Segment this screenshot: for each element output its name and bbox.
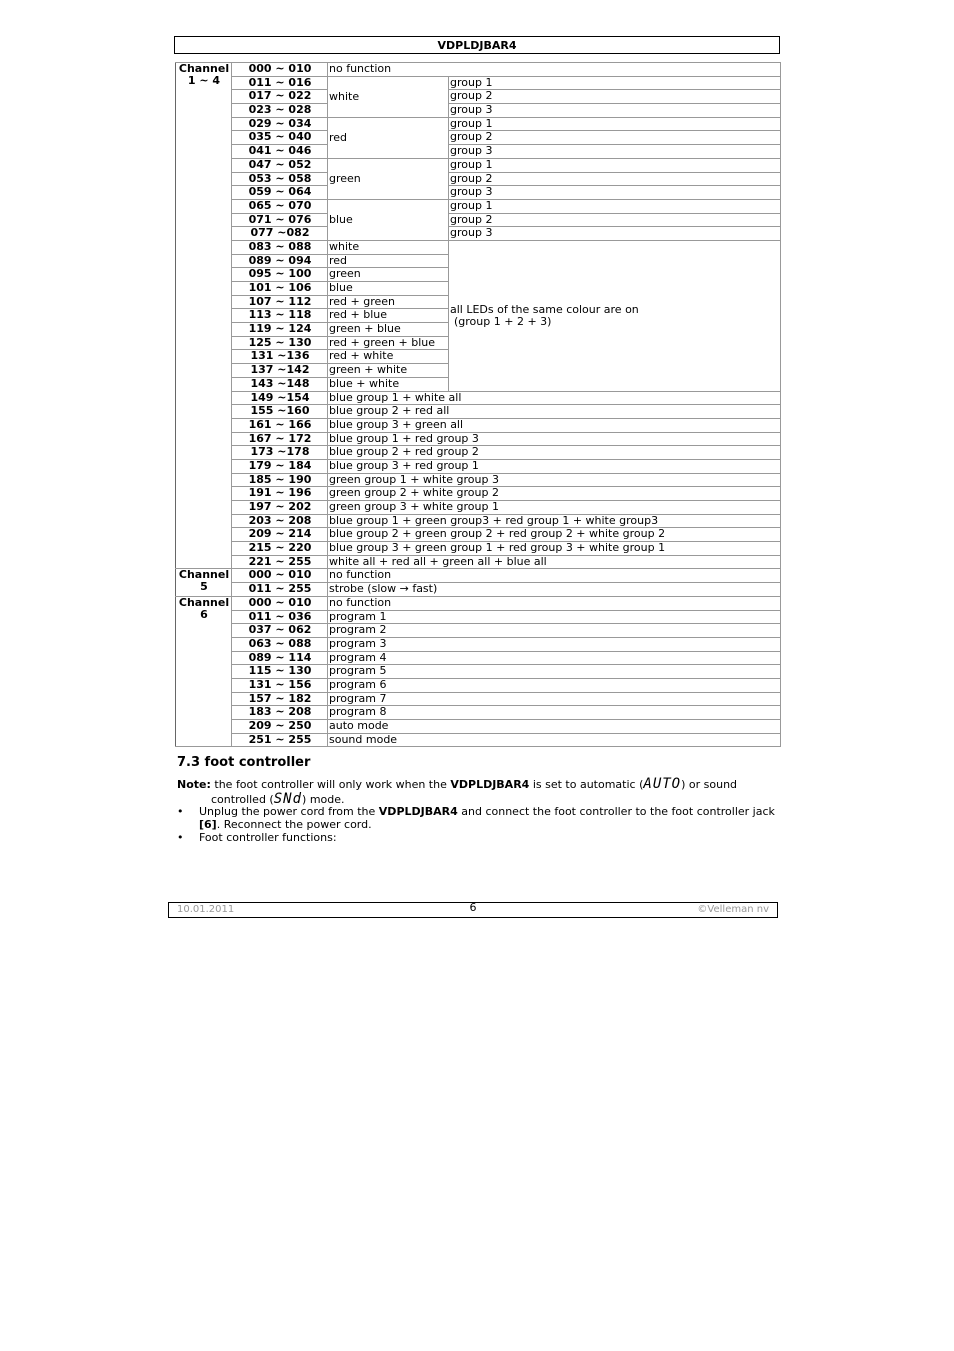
table-row [176, 569, 781, 583]
list-item [177, 831, 777, 844]
desc-cell: no function [328, 596, 781, 610]
note-text: is set to automatic ( [532, 778, 644, 791]
table-row [176, 131, 781, 145]
range-cell: 161 ~ 166 [232, 418, 328, 432]
all-leds-cell [449, 240, 781, 391]
range-cell: 191 ~ 196 [232, 487, 328, 501]
table-row [176, 706, 781, 720]
group-cell: group 2 [449, 131, 781, 145]
table-row [176, 665, 781, 679]
range-cell: 029 ~ 034 [232, 117, 328, 131]
range-cell: 095 ~ 100 [232, 268, 328, 282]
desc-cell: green [328, 268, 449, 282]
desc-cell: white [328, 240, 449, 254]
desc-cell: blue group 1 + green group3 + red group 1 + white group3 [328, 514, 781, 528]
channel-label: Channel 6 [176, 596, 232, 747]
group-cell: group 3 [449, 227, 781, 241]
group-cell: group 3 [449, 104, 781, 118]
document-footer [168, 902, 778, 918]
range-cell: 077 ~082 [232, 227, 328, 241]
table-row [176, 63, 781, 77]
table-row [176, 555, 781, 569]
range-cell: 011 ~ 255 [232, 583, 328, 597]
desc-cell: program 4 [328, 651, 781, 665]
desc-cell: strobe (slow → fast) [328, 583, 781, 597]
bullet-text: . Reconnect the power cord. [216, 818, 372, 831]
desc-cell: no function [328, 569, 781, 583]
group-cell: group 3 [449, 145, 781, 159]
range-cell: 137 ~142 [232, 364, 328, 378]
group-cell: group 1 [449, 117, 781, 131]
colour-cell: blue [328, 199, 449, 240]
desc-cell: blue group 3 + red group 1 [328, 459, 781, 473]
table-row [176, 651, 781, 665]
range-cell: 203 ~ 208 [232, 514, 328, 528]
table-row [176, 459, 781, 473]
range-cell: 011 ~ 036 [232, 610, 328, 624]
desc-cell: green + blue [328, 323, 449, 337]
footer-date: 10.01.2011 [177, 904, 235, 915]
range-cell: 059 ~ 064 [232, 186, 328, 200]
table-row [176, 240, 781, 254]
section-title: 7.3 foot controller [177, 755, 311, 770]
table-row [176, 678, 781, 692]
desc-cell: green group 2 + white group 2 [328, 487, 781, 501]
group-cell: group 2 [449, 90, 781, 104]
bullet-model: VDPLDJBAR4 [378, 805, 458, 818]
table-row [176, 528, 781, 542]
note-text: ) mode. [302, 793, 345, 806]
auto-display-glyph: AUTO [643, 776, 682, 792]
table-row [176, 418, 781, 432]
desc-cell: blue [328, 282, 449, 296]
desc-cell: blue group 2 + red group 2 [328, 446, 781, 460]
desc-cell: red + green + blue [328, 336, 449, 350]
desc-cell: blue group 3 + green group 1 + red group 3 + white group 1 [328, 542, 781, 556]
table-row [176, 473, 781, 487]
range-cell: 119 ~ 124 [232, 323, 328, 337]
instruction-list [177, 805, 777, 844]
note-text: the foot controller will only work when the [214, 778, 447, 791]
page-number: 6 [469, 901, 477, 914]
range-cell: 221 ~ 255 [232, 555, 328, 569]
table-row [176, 199, 781, 213]
table-row [176, 514, 781, 528]
range-cell: 185 ~ 190 [232, 473, 328, 487]
table-row [176, 172, 781, 186]
desc-cell: red + green [328, 295, 449, 309]
table-row [176, 596, 781, 610]
group-cell: group 1 [449, 76, 781, 90]
table-row [176, 145, 781, 159]
range-cell: 089 ~ 114 [232, 651, 328, 665]
note-paragraph [177, 777, 777, 807]
table-row [176, 624, 781, 638]
range-cell: 063 ~ 088 [232, 637, 328, 651]
table-row [176, 158, 781, 172]
range-cell: 215 ~ 220 [232, 542, 328, 556]
range-cell: 131 ~ 156 [232, 678, 328, 692]
note-model: VDPLDJBAR4 [450, 778, 530, 791]
range-cell: 023 ~ 028 [232, 104, 328, 118]
desc-cell: green group 3 + white group 1 [328, 501, 781, 515]
note-label: Note: [177, 778, 211, 791]
bullet-text: Foot controller functions: [199, 831, 337, 844]
bullet-icon: • [177, 831, 184, 844]
desc-cell: white all + red all + green all + blue all [328, 555, 781, 569]
document-header [174, 36, 780, 54]
snd-display-glyph: SNd [273, 791, 303, 807]
bullet-icon: • [177, 805, 184, 818]
table-row [176, 76, 781, 90]
desc-cell: green group 1 + white group 3 [328, 473, 781, 487]
range-cell: 000 ~ 010 [232, 63, 328, 77]
range-cell: 183 ~ 208 [232, 706, 328, 720]
note-text: controlled ( [211, 793, 274, 806]
bullet-ref: [6] [199, 818, 217, 831]
range-cell: 000 ~ 010 [232, 596, 328, 610]
group-cell: group 3 [449, 186, 781, 200]
desc-cell: program 5 [328, 665, 781, 679]
range-cell: 037 ~ 062 [232, 624, 328, 638]
header-title: VDPLDJBAR4 [437, 39, 517, 52]
colour-cell: red [328, 117, 449, 158]
bullet-text: Unplug the power cord from the [199, 805, 376, 818]
table-row [176, 692, 781, 706]
desc-cell: auto mode [328, 720, 781, 734]
range-cell: 251 ~ 255 [232, 733, 328, 747]
range-cell: 041 ~ 046 [232, 145, 328, 159]
desc-cell: program 8 [328, 706, 781, 720]
range-cell: 149 ~154 [232, 391, 328, 405]
range-cell: 157 ~ 182 [232, 692, 328, 706]
range-cell: 047 ~ 052 [232, 158, 328, 172]
range-cell: 167 ~ 172 [232, 432, 328, 446]
range-cell: 053 ~ 058 [232, 172, 328, 186]
range-cell: 113 ~ 118 [232, 309, 328, 323]
desc-cell: sound mode [328, 733, 781, 747]
table-row [176, 186, 781, 200]
table-row [176, 405, 781, 419]
group-cell: group 2 [449, 172, 781, 186]
list-item [177, 805, 777, 831]
table-row [176, 446, 781, 460]
range-cell: 115 ~ 130 [232, 665, 328, 679]
desc-cell: program 6 [328, 678, 781, 692]
channel-label: Channel 1 ~ 4 [176, 63, 232, 569]
all-leds-text: all LEDs of the same colour are on [450, 302, 639, 316]
range-cell: 107 ~ 112 [232, 295, 328, 309]
range-cell: 209 ~ 214 [232, 528, 328, 542]
range-cell: 155 ~160 [232, 405, 328, 419]
table-row [176, 610, 781, 624]
range-cell: 035 ~ 040 [232, 131, 328, 145]
desc-cell: blue group 2 + green group 2 + red group 2 + white group 2 [328, 528, 781, 542]
range-cell: 089 ~ 094 [232, 254, 328, 268]
range-cell: 071 ~ 076 [232, 213, 328, 227]
footer-copyright: ©Velleman nv [697, 904, 769, 915]
table-row [176, 117, 781, 131]
desc-cell: blue group 1 + red group 3 [328, 432, 781, 446]
table-row [176, 227, 781, 241]
bullet-text: and connect the foot controller to the foot controller jack [461, 805, 775, 818]
desc-cell: blue group 2 + red all [328, 405, 781, 419]
table-row [176, 213, 781, 227]
range-cell: 065 ~ 070 [232, 199, 328, 213]
table-row [176, 583, 781, 597]
colour-cell: green [328, 158, 449, 199]
desc-cell: blue group 1 + white all [328, 391, 781, 405]
table-row [176, 637, 781, 651]
table-row [176, 733, 781, 747]
group-cell: group 1 [449, 199, 781, 213]
desc-cell: red + blue [328, 309, 449, 323]
desc-cell: program 3 [328, 637, 781, 651]
range-cell: 083 ~ 088 [232, 240, 328, 254]
desc-cell: program 7 [328, 692, 781, 706]
range-cell: 011 ~ 016 [232, 76, 328, 90]
all-leds-groups-text: (group 1 + 2 + 3) [454, 314, 552, 328]
range-cell: 125 ~ 130 [232, 336, 328, 350]
table-row [176, 720, 781, 734]
desc-cell: green + white [328, 364, 449, 378]
range-cell: 000 ~ 010 [232, 569, 328, 583]
range-cell: 173 ~178 [232, 446, 328, 460]
group-cell: group 2 [449, 213, 781, 227]
desc-cell: blue group 3 + green all [328, 418, 781, 432]
range-cell: 131 ~136 [232, 350, 328, 364]
range-cell: 101 ~ 106 [232, 282, 328, 296]
desc-cell: blue + white [328, 377, 449, 391]
channel-label: Channel 5 [176, 569, 232, 596]
table-row [176, 542, 781, 556]
desc-cell: no function [328, 63, 781, 77]
note-text: ) or sound [681, 778, 738, 791]
range-cell: 143 ~148 [232, 377, 328, 391]
desc-cell: red [328, 254, 449, 268]
desc-cell: red + white [328, 350, 449, 364]
table-row [176, 391, 781, 405]
desc-cell: program 2 [328, 624, 781, 638]
range-cell: 179 ~ 184 [232, 459, 328, 473]
range-cell: 017 ~ 022 [232, 90, 328, 104]
table-row [176, 432, 781, 446]
range-cell: 209 ~ 250 [232, 720, 328, 734]
colour-cell: white [328, 76, 449, 117]
table-row [176, 501, 781, 515]
table-row [176, 90, 781, 104]
group-cell: group 1 [449, 158, 781, 172]
desc-cell: program 1 [328, 610, 781, 624]
range-cell: 197 ~ 202 [232, 501, 328, 515]
table-row [176, 487, 781, 501]
dmx-channel-table [175, 62, 781, 747]
table-row [176, 104, 781, 118]
